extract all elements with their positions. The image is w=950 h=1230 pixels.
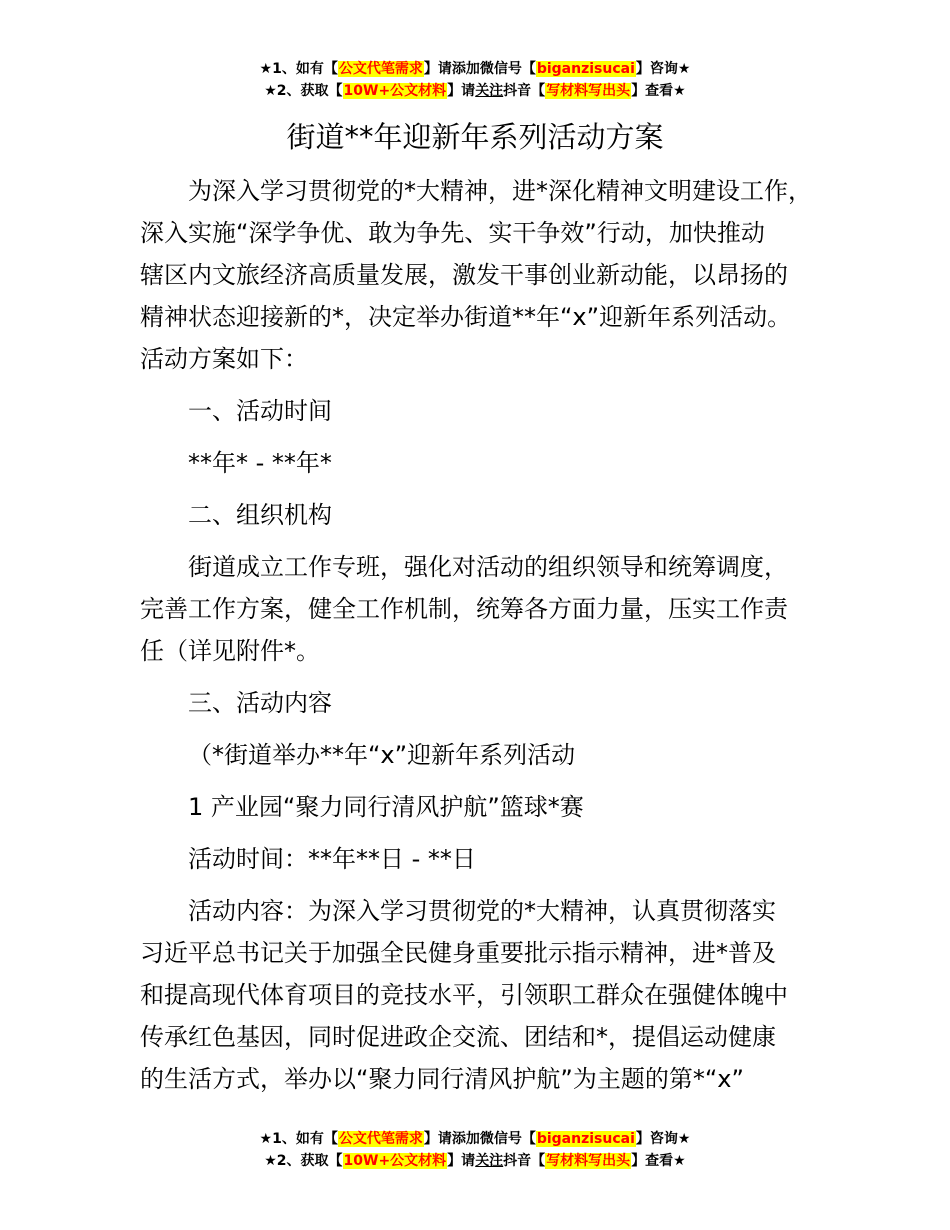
activity-item-content: 习近平总书记关于加强全民健身重要批示指示精神，进*普及 — [140, 939, 776, 967]
section-text-organization: 任（详见附件*。 — [140, 637, 320, 665]
section-text-time: **年* - **年* — [188, 449, 332, 477]
activity-item-content: 的生活方式，举办以“聚力同行清风护航”为主题的第*“x” — [140, 1065, 744, 1093]
activity-item-content: 传承红色基因，同时促进政企交流、团结和*，提倡运动健康 — [140, 1023, 776, 1051]
intro-line: 为深入学习贯彻党的*大精神，进*深化精神文明建设工作， — [188, 177, 812, 205]
intro-line: 深入实施“深学争优、敢为争先、实干争效”行动，加快推动 — [140, 219, 765, 247]
activity-item-title: 1 产业园“聚力同行清风护航”篮球*赛 — [188, 793, 584, 821]
activity-item-content: 活动内容：为深入学习贯彻党的*大精神，认真贯彻落实 — [188, 897, 776, 925]
intro-line: 精神状态迎接新的*，决定举办街道**年“x”迎新年系列活动。 — [140, 303, 792, 331]
highlight-materials: 10W+公文材料 — [343, 83, 447, 99]
highlight-douyin-account: 写材料写出头 — [546, 1153, 631, 1169]
intro-line: 辖区内文旅经济高质量发展，激发干事创业新动能，以昂扬的 — [140, 261, 788, 289]
activity-item-content: 和提高现代体育项目的竞技水平，引领职工群众在强健体魄中 — [140, 981, 788, 1009]
section-heading-organization: 二、组织机构 — [188, 501, 332, 529]
section-text-organization: 街道成立工作专班，强化对活动的组织领导和统筹调度， — [188, 553, 788, 581]
highlight-materials: 10W+公文材料 — [343, 1153, 447, 1169]
highlight-wechat-id: biganzisucai — [536, 61, 635, 77]
banner-line-1: ★1、如有【公文代笔需求】请添加微信号【biganzisucai】咨询★ — [259, 1131, 691, 1147]
banner-line-2: ★2、获取【10W+公文材料】请关注抖音【写材料写出头】查看★ — [264, 1153, 686, 1169]
top-banner — [0, 58, 950, 102]
section-text-organization: 完善工作方案，健全工作机制，统筹各方面力量，压实工作责 — [140, 595, 788, 623]
document-title: 街道**年迎新年系列活动方案 — [286, 120, 664, 154]
highlight-service: 公文代笔需求 — [338, 1131, 423, 1147]
banner-line-2: ★2、获取【10W+公文材料】请关注抖音【写材料写出头】查看★ — [264, 83, 686, 99]
activity-item-time: 活动时间：**年**日 - **日 — [188, 845, 476, 873]
highlight-wechat-id: biganzisucai — [536, 1131, 635, 1147]
highlight-service: 公文代笔需求 — [338, 61, 423, 77]
subsection-heading: （*街道举办**年“x”迎新年系列活动 — [188, 741, 576, 769]
bottom-banner — [0, 1128, 950, 1172]
section-heading-content: 三、活动内容 — [188, 689, 332, 717]
highlight-douyin-account: 写材料写出头 — [546, 83, 631, 99]
banner-line-1: ★1、如有【公文代笔需求】请添加微信号【biganzisucai】咨询★ — [259, 61, 691, 77]
document-body — [140, 170, 830, 1100]
intro-line: 活动方案如下： — [140, 345, 308, 373]
section-heading-time: 一、活动时间 — [188, 397, 332, 425]
